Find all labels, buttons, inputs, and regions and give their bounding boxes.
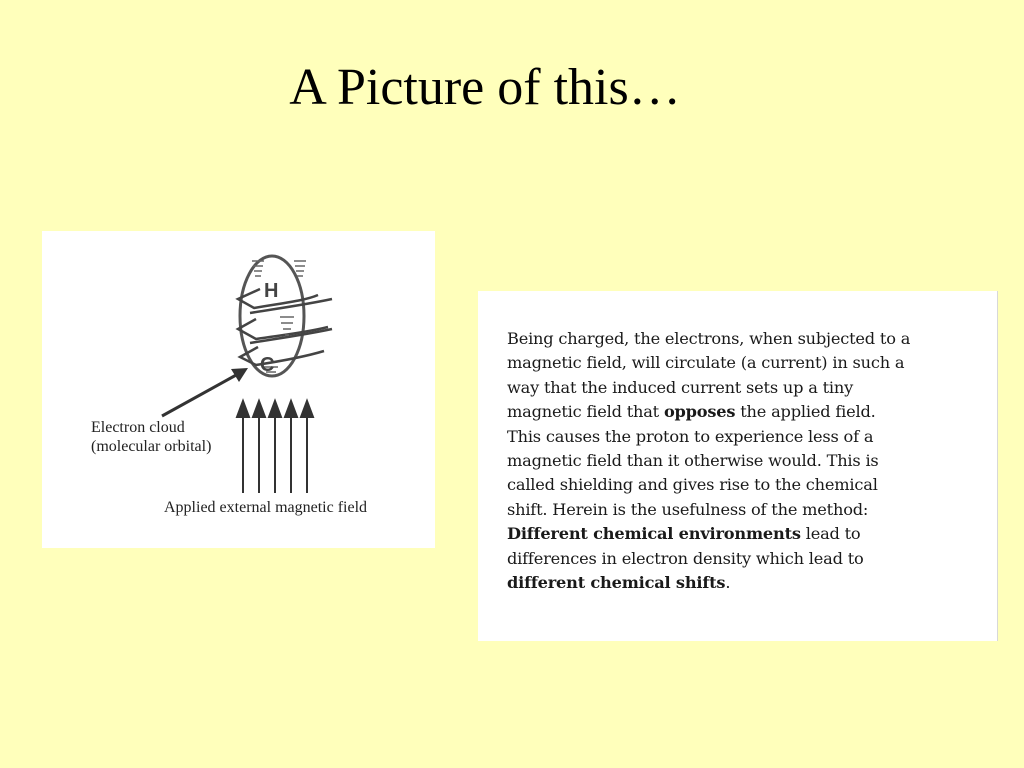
shielding-diagram — [42, 231, 435, 548]
electron-cloud-label: Electron cloud — [91, 419, 185, 436]
applied-field-arrows — [237, 401, 313, 493]
explanation-segment: . — [725, 573, 731, 593]
explanation-segment: magnetic field that — [507, 402, 664, 422]
explanation-text — [507, 327, 987, 595]
explanation-line: shift. Herein is the usefulness of the method: — [507, 499, 869, 519]
explanation-segment: lead to — [800, 524, 861, 544]
explanation-panel — [478, 291, 998, 641]
emphasis-opposes: opposes — [663, 402, 736, 422]
explanation-line — [507, 522, 987, 546]
explanation-line: Being charged, the electrons, when subjected to a — [507, 329, 911, 348]
explanation-line — [507, 400, 987, 424]
shielding-diagram-art — [42, 231, 435, 548]
explanation-line: This causes the proton to experience less of a — [507, 426, 874, 446]
carbon-atom-label: C — [260, 354, 275, 376]
molecular-orbital-label: (molecular orbital) — [91, 438, 212, 455]
cloud-pointer-line — [162, 374, 238, 416]
explanation-segment: the applied field. — [735, 402, 876, 422]
emphasis-different-shifts: different chemical shifts — [507, 573, 726, 593]
explanation-line: called shielding and gives rise to the chemical — [507, 475, 878, 495]
induced-current-loops — [238, 289, 332, 365]
applied-field-label: Applied external magnetic field — [164, 499, 368, 516]
explanation-line: way that the induced current sets up a tiny — [507, 377, 854, 397]
explanation-line: differences in electron density which lead to — [507, 548, 864, 568]
hydrogen-atom-label: H — [264, 280, 279, 302]
slide-title: A Picture of this… — [289, 59, 681, 116]
explanation-line: magnetic field than it otherwise would. This is — [507, 451, 879, 471]
explanation-line — [507, 571, 987, 595]
explanation-line: magnetic field, will circulate (a current) in such a — [507, 353, 905, 373]
emphasis-different-environments: Different chemical environments — [507, 524, 801, 544]
